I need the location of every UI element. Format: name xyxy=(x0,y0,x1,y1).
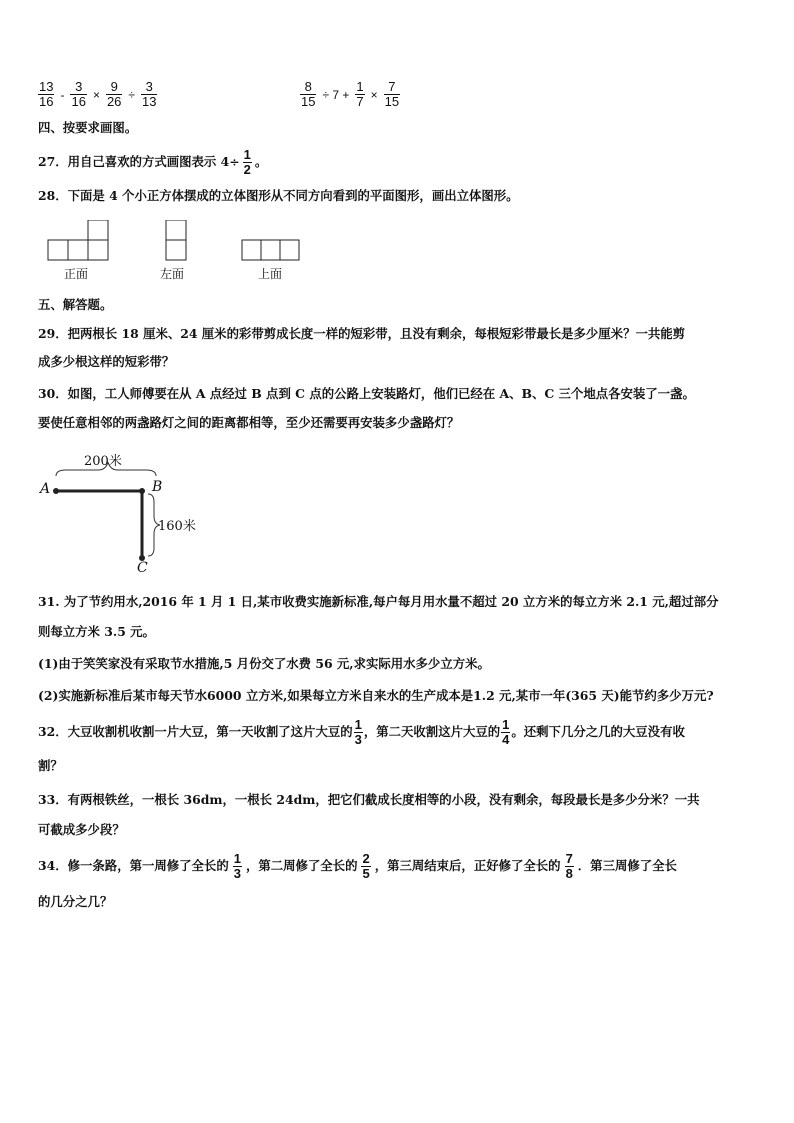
fraction: $\frac{1}{7}$ xyxy=(356,79,364,109)
top-view-label: 上面 xyxy=(258,267,283,281)
question-30-line-2: 要使任意相邻的两盏路灯之间的距离都相等，至少还需要再安装多少盏路灯？ xyxy=(38,415,460,430)
label-bc-distance: 160米 xyxy=(158,519,196,534)
front-view xyxy=(48,220,108,260)
expression-2: $\frac{8}{15}$ ÷ 7 + $\frac{1}{7}$ × $\frac{7}{15}$ xyxy=(301,79,400,109)
question-34-line-2: 的几分之几？ xyxy=(38,894,113,909)
left-view xyxy=(166,220,186,260)
fraction: $\frac{8}{15}$ xyxy=(301,79,316,109)
top-view xyxy=(242,240,299,260)
question-31-line-2: 则每立方米 3.5 元。 xyxy=(38,624,155,639)
question-29-line-2: 成多少根这样的短彩带？ xyxy=(38,354,175,369)
fraction: $\frac{7}{15}$ xyxy=(384,79,400,109)
label-ab-distance: 200米 xyxy=(84,454,122,469)
expression-1: $\frac{13}{16}$ - $\frac{3}{16}$ × $\frac{9}{26}$ ÷ $\frac{3}{13}$ xyxy=(39,79,157,109)
left-view-label: 左面 xyxy=(160,267,185,281)
question-30-line-1: 30．如图，工人师傅要在从 A 点经过 B 点到 C 点的公路上安装路灯，他们已经在 A、B、C 三个地点各安装了一盏。 xyxy=(38,386,695,401)
question-28: 28．下面是 4 个小正方体摆成的立体图形从不同方向看到的平面图形，画出立体图形。 xyxy=(38,188,519,203)
label-point-b: B xyxy=(152,479,163,495)
front-view-label: 正面 xyxy=(64,267,89,281)
question-31-part-1: (1)由于笑笑家没有采取节水措施,5 月份交了水费 56 元,求实际用水多少立方米。 xyxy=(38,656,490,671)
point-b xyxy=(139,488,145,494)
question-32-line-1: 32．大豆收割机收割一片大豆，第一天收割了这片大豆的 $\frac{1}{3}$ ，第二天收割这片大豆的 $\frac{1}{4}$ 。还剩下几分之几的大豆没有收 xyxy=(38,717,685,747)
fraction: $\frac{3}{16}$ xyxy=(71,79,86,109)
question-27: 27．用自己喜欢的方式画图表示 4÷ $\frac{1}{2}$ 。 xyxy=(38,147,268,177)
question-33-line-2: 可截成多少段？ xyxy=(38,822,125,837)
fraction: $\frac{3}{13}$ xyxy=(142,79,157,109)
label-point-a: A xyxy=(40,481,51,497)
point-a xyxy=(53,488,59,494)
question-29-line-1: 29．把两根长 18 厘米、24 厘米的彩带剪成长度一样的短彩带，且没有剩余，每根短彩带最长是多少厘米？一共能剪 xyxy=(38,326,686,341)
fraction: $\frac{9}{26}$ xyxy=(106,79,122,109)
fraction: $\frac{13}{16}$ xyxy=(39,79,54,109)
road-diagram xyxy=(36,446,216,580)
question-34-line-1: 34．修一条路，第一周修了全长的 $\frac{1}{3}$ ，第二周修了全长的 $\frac{2}{5}$ ，第三周结束后，正好修了全长的 $\frac{7}{8}$ ．第三周修了全长 xyxy=(38,851,677,881)
question-31-line-1: 31. 为了节约用水,2016 年 1 月 1 日,某市收费实施新标准,每户每月用水量不超过 20 立方米的每立方米 2.1 元,超过部分 xyxy=(38,594,719,609)
question-33-line-1: 33．有两根铁丝，一根长 36dm，一根长 24dm，把它们截成长度相等的小段，没有剩余，每段最长是多少分米？一共 xyxy=(38,792,700,807)
section-heading-4: 四、按要求画图。 xyxy=(38,120,138,135)
question-32-line-2: 割？ xyxy=(38,758,63,773)
question-31-part-2: (2)实施新标准后某市每天节水6000 立方米,如果每立方米自来水的生产成本是1.2 元,某市一年(365 天)能节约多少万元? xyxy=(38,688,714,703)
section-heading-5: 五、解答题。 xyxy=(38,297,113,312)
label-point-c: C xyxy=(137,560,148,576)
